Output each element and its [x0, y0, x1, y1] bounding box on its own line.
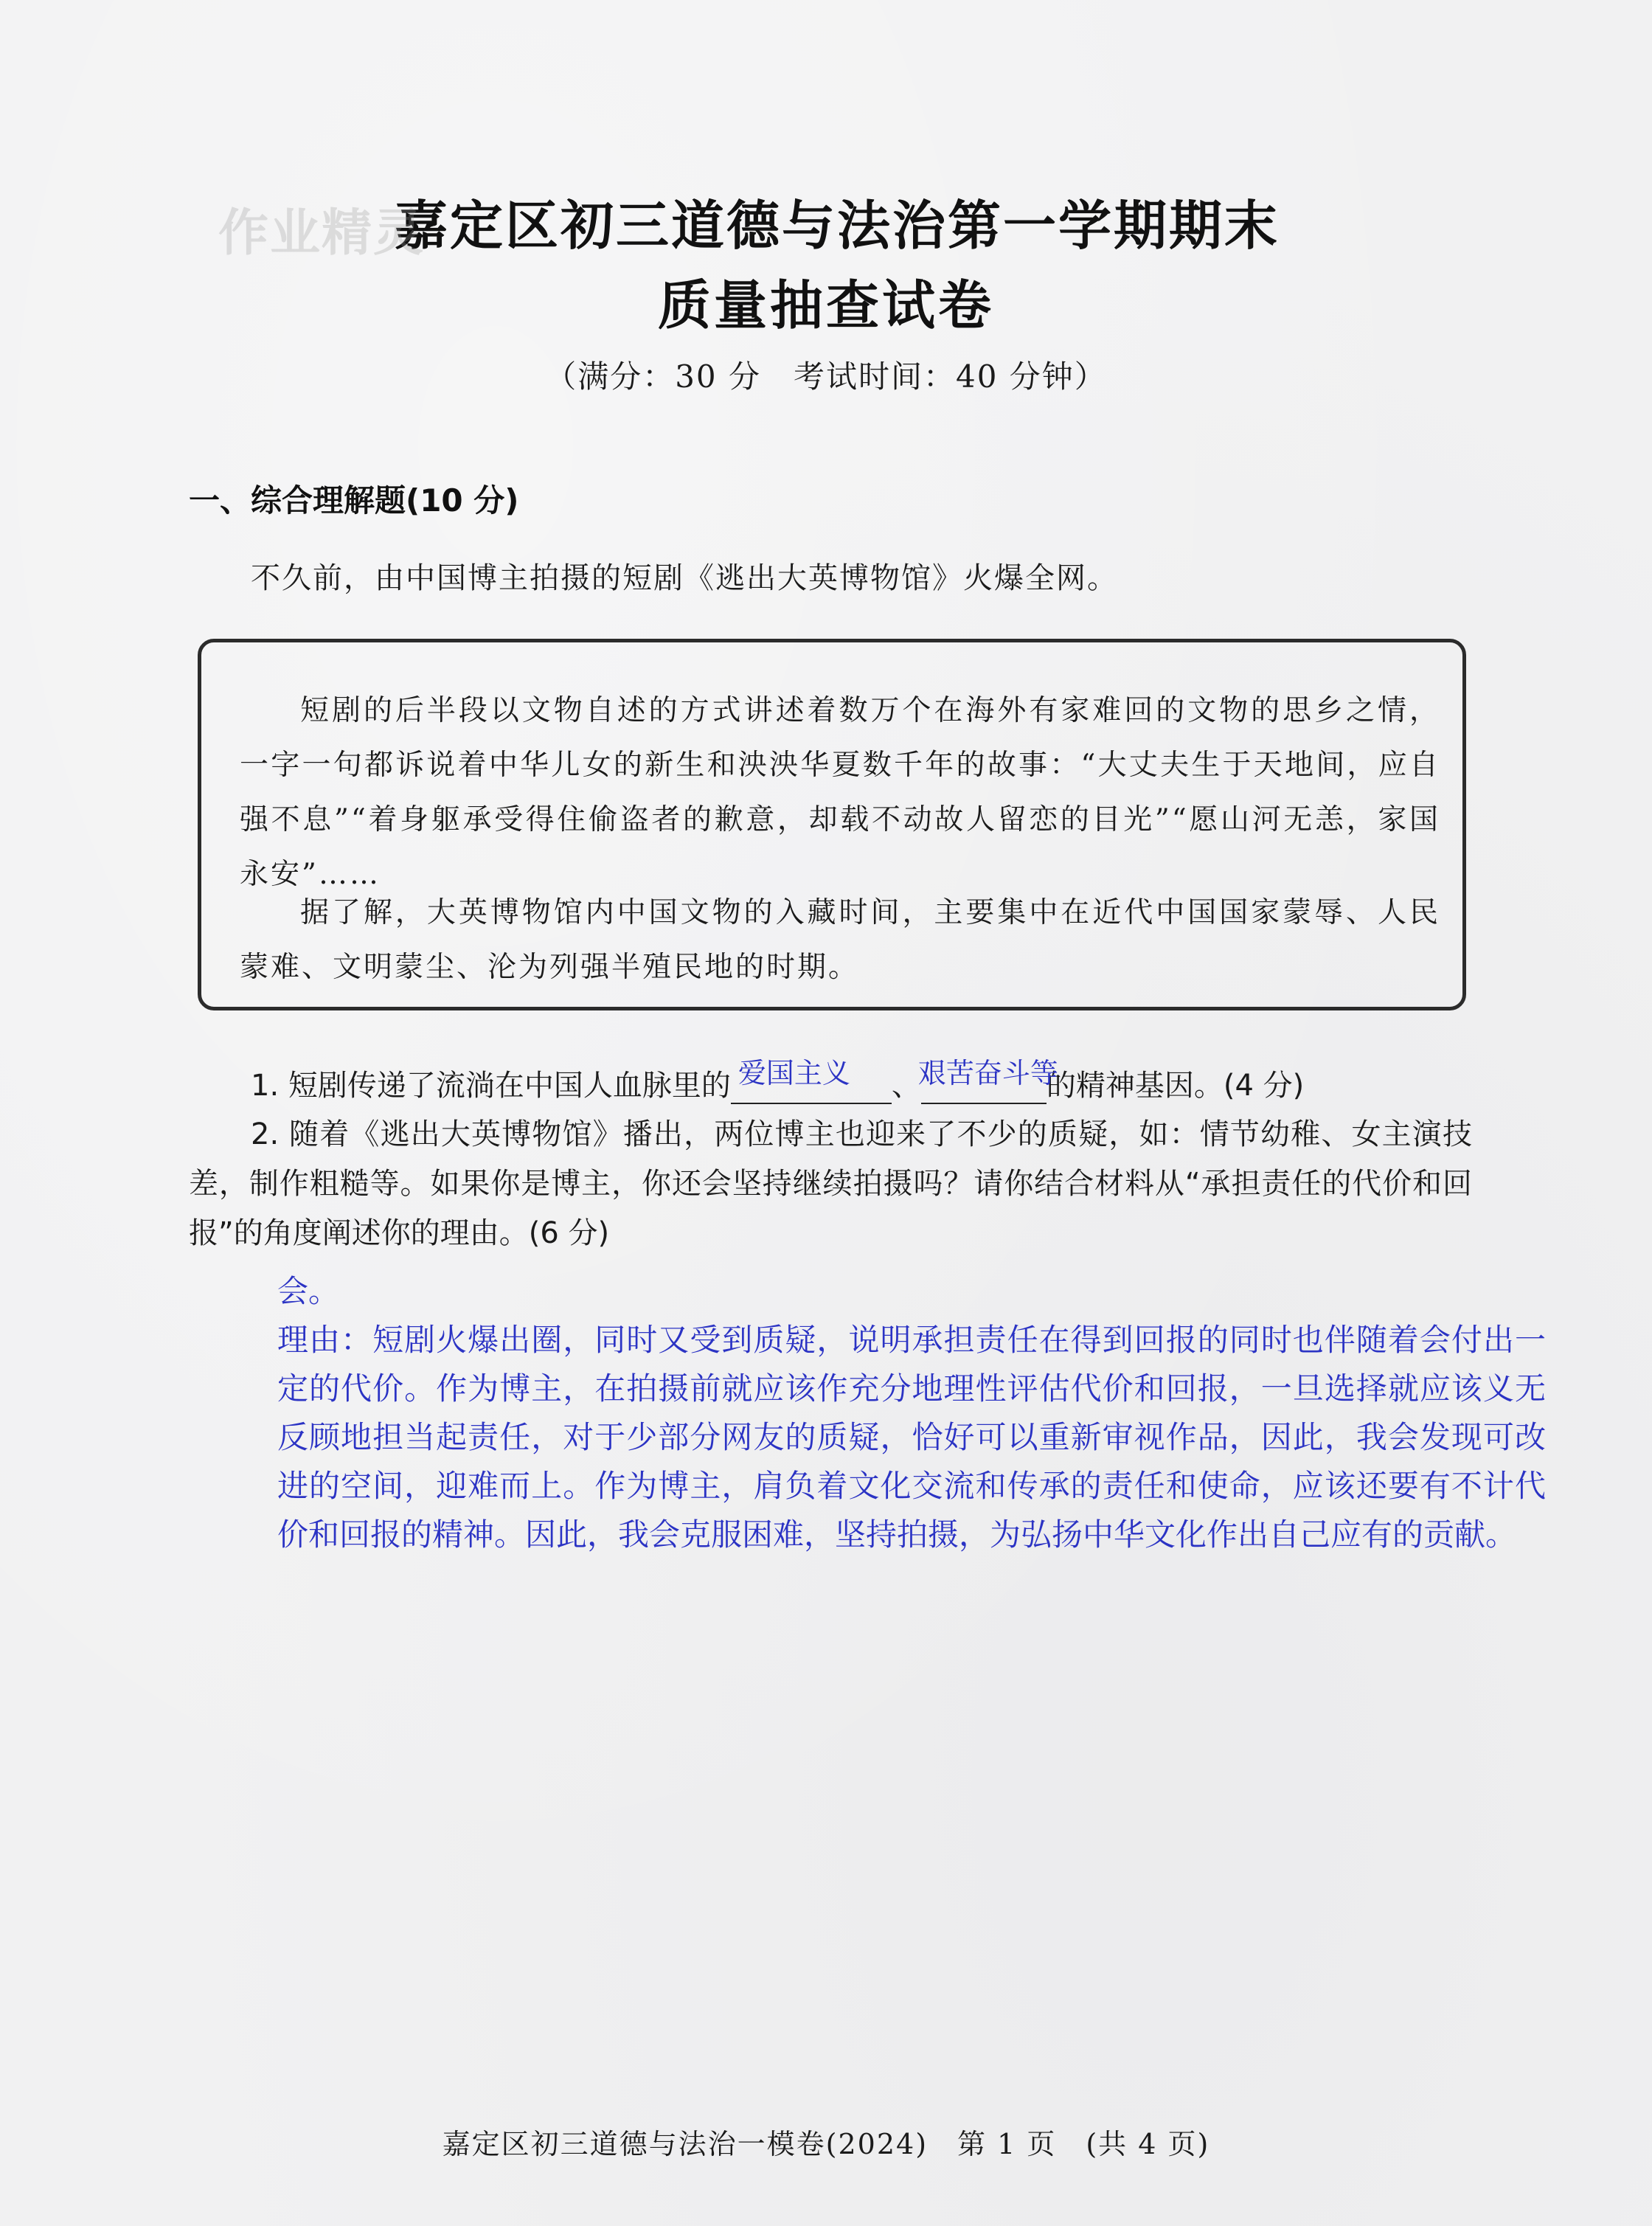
- question-2: 2. 随着《逃出大英博物馆》播出，两位博主也迎来了不少的质疑，如：情节幼稚、女主演技差，制作粗糙等。如果你是博主，你还会坚持继续拍摄吗？请你结合材料从“承担责任的代价和回报”的角度阐述你的理由。(6 分): [189, 1117, 1472, 1250]
- question-1-suffix: 的精神基因。(4 分): [1046, 1069, 1305, 1103]
- material-paragraph-1: 短剧的后半段以文物自述的方式讲述着数万个在海外有家难回的文物的思乡之情，一字一句都诉说着中华儿女的新生和泱泱华夏数千年的故事：“大丈夫生于天地间，应自强不息”“着身躯承受得住偷盗者的歉意，却载不动故人留恋的目光”“愿山河无恙，家国永安”……: [240, 694, 1440, 891]
- answer-blank-2[interactable]: [917, 1057, 1058, 1104]
- section-heading: 一、综合理解题(10 分): [189, 482, 519, 519]
- page-title-line1: 嘉定区初三道德与法治第一学期期末: [394, 195, 1280, 257]
- page-footer: 嘉定区初三道德与法治一模卷(2024) 第 1 页 (共 4 页): [442, 2128, 1210, 2160]
- question-1-separator: 、: [891, 1069, 921, 1103]
- answer-reason: 理由：短剧火爆出圈，同时又受到质疑，说明承担责任在得到回报的同时也伴随着会付出一定的代价。作为博主，在拍摄前就应该作充分地理性评估代价和回报，一旦选择就应该义无反顾地担当起责任，对于少部分网友的质疑，恰好可以重新审视作品，因此，我会发现可改进的空间，迎难而上。作为博主，肩负着文化交流和传承的责任和使命，应该还要有不计代价和回报的精神。因此，我会克服困难，坚持拍摄，为弘扬中华文化作出自己应有的贡献。: [277, 1322, 1546, 1553]
- exam-meta: （满分：30 分 考试时间：40 分钟）: [545, 358, 1107, 395]
- answer-verdict: 会。: [277, 1273, 340, 1309]
- section-intro: 不久前，由中国博主拍摄的短剧《逃出大英博物馆》火爆全网。: [251, 561, 1118, 595]
- page-title-line2: 质量抽查试卷: [657, 274, 994, 336]
- question-1: [251, 1057, 1305, 1104]
- question-1-prefix: 1. 短剧传递了流淌在中国人血脉里的: [251, 1069, 731, 1103]
- material-paragraph-2: 据了解，大英博物馆内中国文物的入藏时间，主要集中在近代中国国家蒙辱、人民蒙难、文明蒙尘、沦为列强半殖民地的时期。: [240, 896, 1440, 984]
- watermark-logo: 作业精灵: [218, 204, 426, 263]
- answer-blank-1-text: 爱国主义: [738, 1057, 850, 1089]
- material-box: [198, 639, 1466, 1010]
- answer-blank-1[interactable]: [731, 1057, 892, 1104]
- question-2-answer: [277, 1267, 1546, 1559]
- answer-blank-2-text: 艰苦奋斗等: [917, 1057, 1058, 1089]
